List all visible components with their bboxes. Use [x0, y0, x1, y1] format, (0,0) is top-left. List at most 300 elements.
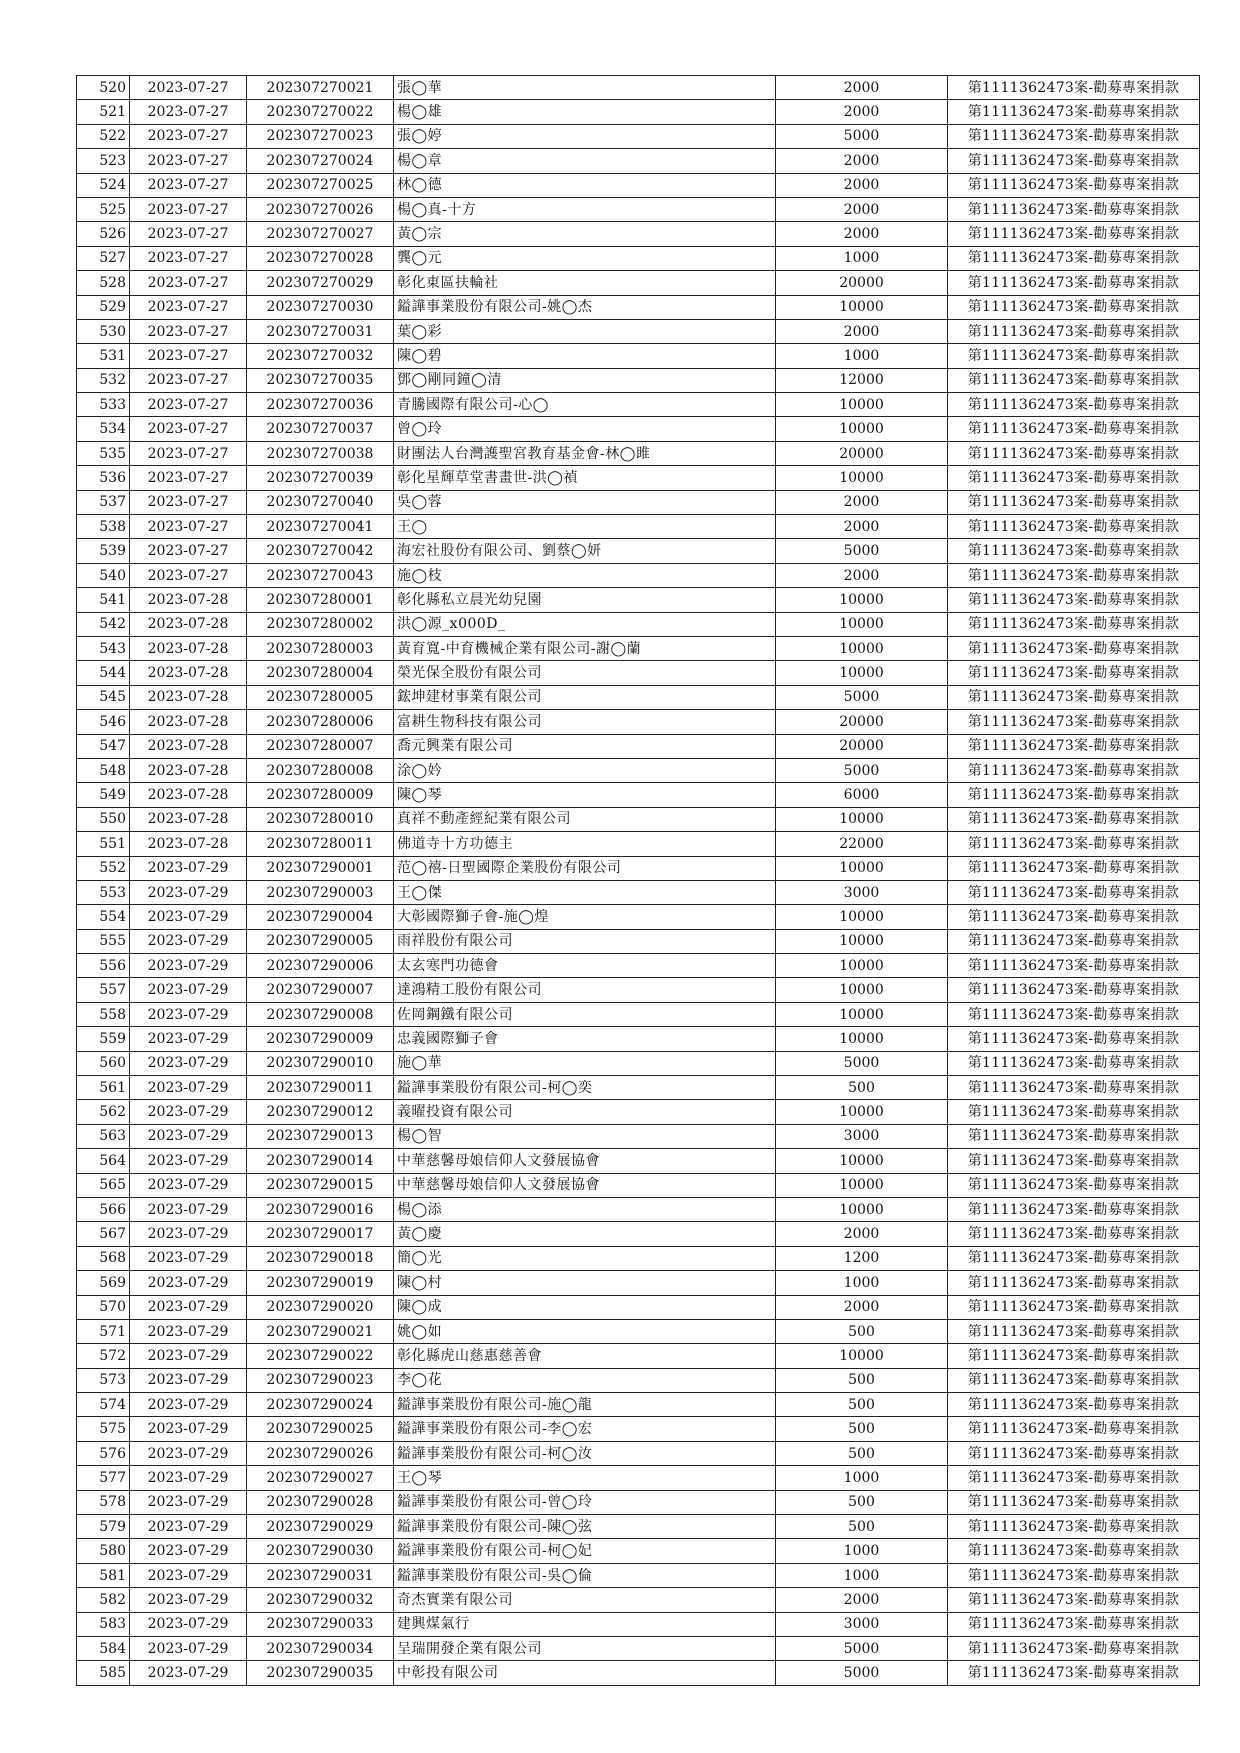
- donation-date: 2023-07-27: [130, 417, 247, 441]
- table-row: [77, 1368, 1200, 1392]
- receipt-number: 202307270022: [247, 100, 394, 124]
- donation-amount: 10000: [776, 393, 948, 417]
- donor-name: 鎰譁事業股份有限公司-姚◯杰: [394, 295, 776, 319]
- donation-note: 第1111362473案-勸募專案捐款: [948, 1027, 1200, 1051]
- donation-date: 2023-07-29: [130, 1661, 247, 1685]
- donor-name: 李◯花: [394, 1368, 776, 1392]
- donor-name: 真祥不動產經紀業有限公司: [394, 807, 776, 831]
- donation-amount: 10000: [776, 929, 948, 953]
- donor-name: 中華慈馨母娘信仰人文發展協會: [394, 1173, 776, 1197]
- donor-name: 佛道寺十方功德主: [394, 832, 776, 856]
- donation-amount: 1000: [776, 1466, 948, 1490]
- donation-date: 2023-07-29: [130, 1466, 247, 1490]
- donation-amount: 10000: [776, 1027, 948, 1051]
- row-number: 557: [77, 978, 130, 1002]
- donation-amount: 2000: [776, 149, 948, 173]
- donor-name: 奇杰實業有限公司: [394, 1588, 776, 1612]
- donor-name: 陳◯琴: [394, 783, 776, 807]
- donation-amount: 10000: [776, 295, 948, 319]
- donation-date: 2023-07-27: [130, 490, 247, 514]
- donation-amount: 1000: [776, 1563, 948, 1587]
- donation-note: 第1111362473案-勸募專案捐款: [948, 807, 1200, 831]
- donation-date: 2023-07-29: [130, 1149, 247, 1173]
- donation-note: 第1111362473案-勸募專案捐款: [948, 954, 1200, 978]
- table-row: [77, 1173, 1200, 1197]
- donor-name: 建興煤氣行: [394, 1612, 776, 1636]
- donation-amount: 20000: [776, 734, 948, 758]
- donor-name: 楊◯智: [394, 1124, 776, 1148]
- donation-date: 2023-07-28: [130, 636, 247, 660]
- donor-name: 彰化縣虎山慈惠慈善會: [394, 1344, 776, 1368]
- table-row: [77, 1588, 1200, 1612]
- receipt-number: 202307280002: [247, 612, 394, 636]
- donation-date: 2023-07-27: [130, 271, 247, 295]
- donor-name: 彰化東區扶輪社: [394, 271, 776, 295]
- donation-amount: 500: [776, 1319, 948, 1343]
- donation-date: 2023-07-29: [130, 1417, 247, 1441]
- donation-amount: 1200: [776, 1246, 948, 1270]
- donation-amount: 3000: [776, 1124, 948, 1148]
- donation-date: 2023-07-27: [130, 539, 247, 563]
- donation-amount: 10000: [776, 1197, 948, 1221]
- row-number: 583: [77, 1612, 130, 1636]
- row-number: 574: [77, 1393, 130, 1417]
- donation-note: 第1111362473案-勸募專案捐款: [948, 1539, 1200, 1563]
- donor-name: 黃◯宗: [394, 222, 776, 246]
- donor-name: 雨祥股份有限公司: [394, 929, 776, 953]
- donor-name: 姚◯如: [394, 1319, 776, 1343]
- donor-name: 義曜投資有限公司: [394, 1100, 776, 1124]
- row-number: 559: [77, 1027, 130, 1051]
- receipt-number: 202307270041: [247, 515, 394, 539]
- table-row: [77, 832, 1200, 856]
- row-number: 546: [77, 710, 130, 734]
- donation-amount: 2000: [776, 1295, 948, 1319]
- donor-name: 財團法人台灣護聖宮教育基金會-林◯雎: [394, 441, 776, 465]
- table-row: [77, 636, 1200, 660]
- donor-name: 楊◯添: [394, 1197, 776, 1221]
- donation-amount: 500: [776, 1441, 948, 1465]
- donation-note: 第1111362473案-勸募專案捐款: [948, 661, 1200, 685]
- donation-amount: 10000: [776, 856, 948, 880]
- donation-amount: 10000: [776, 1344, 948, 1368]
- receipt-number: 202307280011: [247, 832, 394, 856]
- donor-name: 海宏社股份有限公司、劉蔡◯妍: [394, 539, 776, 563]
- donor-name: 達鴻精工股份有限公司: [394, 978, 776, 1002]
- donation-note: 第1111362473案-勸募專案捐款: [948, 1100, 1200, 1124]
- row-number: 568: [77, 1246, 130, 1270]
- donor-name: 喬元興業有限公司: [394, 734, 776, 758]
- table-row: [77, 1295, 1200, 1319]
- table-row: [77, 588, 1200, 612]
- donation-amount: 10000: [776, 1173, 948, 1197]
- donation-note: 第1111362473案-勸募專案捐款: [948, 1051, 1200, 1075]
- receipt-number: 202307280007: [247, 734, 394, 758]
- donation-note: 第1111362473案-勸募專案捐款: [948, 856, 1200, 880]
- donor-name: 鎰譁事業股份有限公司-李◯宏: [394, 1417, 776, 1441]
- donation-note: 第1111362473案-勸募專案捐款: [948, 393, 1200, 417]
- receipt-number: 202307290009: [247, 1027, 394, 1051]
- donation-date: 2023-07-27: [130, 149, 247, 173]
- donation-note: 第1111362473案-勸募專案捐款: [948, 1149, 1200, 1173]
- donation-amount: 2000: [776, 490, 948, 514]
- donation-amount: 10000: [776, 1002, 948, 1026]
- donor-name: 青騰國際有限公司-心◯: [394, 393, 776, 417]
- donation-note: 第1111362473案-勸募專案捐款: [948, 1173, 1200, 1197]
- donation-amount: 1000: [776, 1539, 948, 1563]
- donor-name: 太玄寒門功德會: [394, 954, 776, 978]
- row-number: 550: [77, 807, 130, 831]
- row-number: 526: [77, 222, 130, 246]
- donation-note: 第1111362473案-勸募專案捐款: [948, 905, 1200, 929]
- receipt-number: 202307290006: [247, 954, 394, 978]
- donation-amount: 2000: [776, 173, 948, 197]
- donation-date: 2023-07-27: [130, 515, 247, 539]
- donation-date: 2023-07-29: [130, 1076, 247, 1100]
- donation-note: 第1111362473案-勸募專案捐款: [948, 1124, 1200, 1148]
- donor-name: 張◯婷: [394, 124, 776, 148]
- donation-amount: 2000: [776, 319, 948, 343]
- donation-note: 第1111362473案-勸募專案捐款: [948, 563, 1200, 587]
- receipt-number: 202307290031: [247, 1563, 394, 1587]
- row-number: 584: [77, 1637, 130, 1661]
- table-row: [77, 149, 1200, 173]
- donor-name: 中彰投有限公司: [394, 1661, 776, 1685]
- donor-name: 黃◯慶: [394, 1222, 776, 1246]
- donation-note: 第1111362473案-勸募專案捐款: [948, 710, 1200, 734]
- donation-date: 2023-07-29: [130, 978, 247, 1002]
- donation-date: 2023-07-27: [130, 246, 247, 270]
- donation-amount: 2000: [776, 563, 948, 587]
- receipt-number: 202307270037: [247, 417, 394, 441]
- receipt-number: 202307290025: [247, 1417, 394, 1441]
- donation-amount: 5000: [776, 1051, 948, 1075]
- donation-amount: 2000: [776, 76, 948, 100]
- donation-amount: 10000: [776, 1100, 948, 1124]
- donation-amount: 3000: [776, 880, 948, 904]
- row-number: 535: [77, 441, 130, 465]
- donation-date: 2023-07-27: [130, 368, 247, 392]
- row-number: 536: [77, 466, 130, 490]
- donation-date: 2023-07-27: [130, 124, 247, 148]
- receipt-number: 202307290035: [247, 1661, 394, 1685]
- receipt-number: 202307270021: [247, 76, 394, 100]
- donation-date: 2023-07-29: [130, 1368, 247, 1392]
- row-number: 551: [77, 832, 130, 856]
- donation-date: 2023-07-28: [130, 588, 247, 612]
- donation-note: 第1111362473案-勸募專案捐款: [948, 197, 1200, 221]
- row-number: 576: [77, 1441, 130, 1465]
- donation-amount: 2000: [776, 222, 948, 246]
- donation-amount: 2000: [776, 1222, 948, 1246]
- donation-date: 2023-07-29: [130, 1027, 247, 1051]
- table-row: [77, 880, 1200, 904]
- table-row: [77, 612, 1200, 636]
- donor-name: 鎰譁事業股份有限公司-施◯龍: [394, 1393, 776, 1417]
- donor-name: 鎰譁事業股份有限公司-吳◯倫: [394, 1563, 776, 1587]
- donation-note: 第1111362473案-勸募專案捐款: [948, 1222, 1200, 1246]
- table-row: [77, 1027, 1200, 1051]
- row-number: 545: [77, 685, 130, 709]
- donation-amount: 10000: [776, 636, 948, 660]
- row-number: 528: [77, 271, 130, 295]
- donation-table: [76, 75, 1200, 1686]
- table-row: [77, 807, 1200, 831]
- donation-note: 第1111362473案-勸募專案捐款: [948, 441, 1200, 465]
- table-row: [77, 1515, 1200, 1539]
- receipt-number: 202307270028: [247, 246, 394, 270]
- donation-note: 第1111362473案-勸募專案捐款: [948, 1271, 1200, 1295]
- donation-amount: 2000: [776, 1588, 948, 1612]
- receipt-number: 202307270032: [247, 344, 394, 368]
- receipt-number: 202307290033: [247, 1612, 394, 1636]
- row-number: 558: [77, 1002, 130, 1026]
- donation-note: 第1111362473案-勸募專案捐款: [948, 1344, 1200, 1368]
- table-row: [77, 222, 1200, 246]
- donation-date: 2023-07-29: [130, 954, 247, 978]
- row-number: 565: [77, 1173, 130, 1197]
- donation-date: 2023-07-29: [130, 1173, 247, 1197]
- table-row: [77, 856, 1200, 880]
- donor-name: 鄧◯剛同鐘◯清: [394, 368, 776, 392]
- donor-name: 榮光保全股份有限公司: [394, 661, 776, 685]
- donor-name: 曾◯玲: [394, 417, 776, 441]
- donation-date: 2023-07-29: [130, 1295, 247, 1319]
- receipt-number: 202307270030: [247, 295, 394, 319]
- donation-note: 第1111362473案-勸募專案捐款: [948, 612, 1200, 636]
- table-row: [77, 929, 1200, 953]
- receipt-number: 202307290001: [247, 856, 394, 880]
- donation-amount: 1000: [776, 344, 948, 368]
- donor-name: 彰化星輝草堂書畫世-洪◯禎: [394, 466, 776, 490]
- receipt-number: 202307290029: [247, 1515, 394, 1539]
- donation-date: 2023-07-27: [130, 197, 247, 221]
- row-number: 581: [77, 1563, 130, 1587]
- row-number: 564: [77, 1149, 130, 1173]
- receipt-number: 202307290034: [247, 1637, 394, 1661]
- donation-date: 2023-07-27: [130, 563, 247, 587]
- table-row: [77, 661, 1200, 685]
- donation-date: 2023-07-29: [130, 880, 247, 904]
- donation-amount: 2000: [776, 100, 948, 124]
- donation-amount: 2000: [776, 515, 948, 539]
- donation-note: 第1111362473案-勸募專案捐款: [948, 271, 1200, 295]
- receipt-number: 202307280005: [247, 685, 394, 709]
- row-number: 539: [77, 539, 130, 563]
- table-row: [77, 1344, 1200, 1368]
- row-number: 527: [77, 246, 130, 270]
- table-row: [77, 685, 1200, 709]
- donation-amount: 10000: [776, 807, 948, 831]
- donation-amount: 12000: [776, 368, 948, 392]
- table-row: [77, 1563, 1200, 1587]
- donation-amount: 5000: [776, 685, 948, 709]
- donor-name: 鎰譁事業股份有限公司-柯◯妃: [394, 1539, 776, 1563]
- donor-name: 楊◯真-十方: [394, 197, 776, 221]
- donation-note: 第1111362473案-勸募專案捐款: [948, 685, 1200, 709]
- table-row: [77, 734, 1200, 758]
- donation-date: 2023-07-27: [130, 319, 247, 343]
- donation-date: 2023-07-28: [130, 783, 247, 807]
- donation-note: 第1111362473案-勸募專案捐款: [948, 1319, 1200, 1343]
- row-number: 544: [77, 661, 130, 685]
- donation-date: 2023-07-29: [130, 1490, 247, 1514]
- donor-name: 忠義國際獅子會: [394, 1027, 776, 1051]
- table-row: [77, 393, 1200, 417]
- receipt-number: 202307270042: [247, 539, 394, 563]
- receipt-number: 202307290010: [247, 1051, 394, 1075]
- receipt-number: 202307280010: [247, 807, 394, 831]
- table-row: [77, 1197, 1200, 1221]
- donation-date: 2023-07-28: [130, 685, 247, 709]
- donor-name: 黃育寬-中育機械企業有限公司-謝◯蘭: [394, 636, 776, 660]
- receipt-number: 202307290019: [247, 1271, 394, 1295]
- table-row: [77, 1393, 1200, 1417]
- donation-note: 第1111362473案-勸募專案捐款: [948, 319, 1200, 343]
- donation-note: 第1111362473案-勸募專案捐款: [948, 1393, 1200, 1417]
- donation-note: 第1111362473案-勸募專案捐款: [948, 1295, 1200, 1319]
- donor-name: 洪◯源_x000D_: [394, 612, 776, 636]
- donation-date: 2023-07-29: [130, 929, 247, 953]
- donation-date: 2023-07-28: [130, 612, 247, 636]
- table-row: [77, 783, 1200, 807]
- row-number: 538: [77, 515, 130, 539]
- receipt-number: 202307270038: [247, 441, 394, 465]
- donation-date: 2023-07-29: [130, 1515, 247, 1539]
- donation-note: 第1111362473案-勸募專案捐款: [948, 490, 1200, 514]
- donation-amount: 10000: [776, 466, 948, 490]
- row-number: 569: [77, 1271, 130, 1295]
- row-number: 570: [77, 1295, 130, 1319]
- receipt-number: 202307270035: [247, 368, 394, 392]
- table-row: [77, 1051, 1200, 1075]
- donation-amount: 10000: [776, 417, 948, 441]
- donation-note: 第1111362473案-勸募專案捐款: [948, 1441, 1200, 1465]
- receipt-number: 202307290007: [247, 978, 394, 1002]
- row-number: 575: [77, 1417, 130, 1441]
- donation-note: 第1111362473案-勸募專案捐款: [948, 1466, 1200, 1490]
- donor-name: 林◯德: [394, 173, 776, 197]
- donor-name: 鎰譁事業股份有限公司-柯◯汝: [394, 1441, 776, 1465]
- donor-name: 范◯禧-日聖國際企業股份有限公司: [394, 856, 776, 880]
- table-row: [77, 1637, 1200, 1661]
- donor-name: 鎰譁事業股份有限公司-曾◯玲: [394, 1490, 776, 1514]
- donor-name: 陳◯碧: [394, 344, 776, 368]
- donation-date: 2023-07-29: [130, 1246, 247, 1270]
- donor-name: 簡◯光: [394, 1246, 776, 1270]
- donation-note: 第1111362473案-勸募專案捐款: [948, 539, 1200, 563]
- table-row: [77, 246, 1200, 270]
- row-number: 522: [77, 124, 130, 148]
- table-row: [77, 1441, 1200, 1465]
- donation-note: 第1111362473案-勸募專案捐款: [948, 636, 1200, 660]
- receipt-number: 202307280003: [247, 636, 394, 660]
- table-row: [77, 758, 1200, 782]
- donation-amount: 22000: [776, 832, 948, 856]
- table-row: [77, 490, 1200, 514]
- receipt-number: 202307290016: [247, 1197, 394, 1221]
- row-number: 543: [77, 636, 130, 660]
- donation-amount: 6000: [776, 783, 948, 807]
- donation-amount: 20000: [776, 271, 948, 295]
- donation-amount: 1000: [776, 1271, 948, 1295]
- donation-amount: 5000: [776, 539, 948, 563]
- table-row: [77, 515, 1200, 539]
- row-number: 582: [77, 1588, 130, 1612]
- donor-name: 涂◯妗: [394, 758, 776, 782]
- donation-note: 第1111362473案-勸募專案捐款: [948, 783, 1200, 807]
- donation-note: 第1111362473案-勸募專案捐款: [948, 1637, 1200, 1661]
- donation-amount: 500: [776, 1393, 948, 1417]
- donation-note: 第1111362473案-勸募專案捐款: [948, 1612, 1200, 1636]
- table-row: [77, 76, 1200, 100]
- row-number: 555: [77, 929, 130, 953]
- donation-amount: 10000: [776, 905, 948, 929]
- row-number: 561: [77, 1076, 130, 1100]
- table-row: [77, 1222, 1200, 1246]
- receipt-number: 202307290013: [247, 1124, 394, 1148]
- donation-date: 2023-07-27: [130, 100, 247, 124]
- donation-date: 2023-07-29: [130, 1100, 247, 1124]
- table-row: [77, 319, 1200, 343]
- row-number: 532: [77, 368, 130, 392]
- donation-date: 2023-07-29: [130, 1124, 247, 1148]
- donor-name: 楊◯章: [394, 149, 776, 173]
- row-number: 540: [77, 563, 130, 587]
- table-row: [77, 344, 1200, 368]
- receipt-number: 202307290008: [247, 1002, 394, 1026]
- row-number: 553: [77, 880, 130, 904]
- donor-name: 中華慈馨母娘信仰人文發展協會: [394, 1149, 776, 1173]
- donation-date: 2023-07-29: [130, 1637, 247, 1661]
- donation-date: 2023-07-29: [130, 1344, 247, 1368]
- donation-date: 2023-07-27: [130, 295, 247, 319]
- table-row: [77, 905, 1200, 929]
- table-row: [77, 466, 1200, 490]
- receipt-number: 202307290005: [247, 929, 394, 953]
- table-row: [77, 954, 1200, 978]
- donation-date: 2023-07-29: [130, 1271, 247, 1295]
- receipt-number: 202307280008: [247, 758, 394, 782]
- donation-date: 2023-07-29: [130, 905, 247, 929]
- row-number: 563: [77, 1124, 130, 1148]
- receipt-number: 202307290014: [247, 1149, 394, 1173]
- row-number: 580: [77, 1539, 130, 1563]
- receipt-number: 202307290011: [247, 1076, 394, 1100]
- row-number: 533: [77, 393, 130, 417]
- donation-date: 2023-07-27: [130, 173, 247, 197]
- table-row: [77, 1466, 1200, 1490]
- donation-date: 2023-07-28: [130, 734, 247, 758]
- row-number: 552: [77, 856, 130, 880]
- receipt-number: 202307270036: [247, 393, 394, 417]
- donor-name: 鋐坤建材事業有限公司: [394, 685, 776, 709]
- donation-date: 2023-07-28: [130, 832, 247, 856]
- row-number: 521: [77, 100, 130, 124]
- donation-note: 第1111362473案-勸募專案捐款: [948, 1368, 1200, 1392]
- donation-note: 第1111362473案-勸募專案捐款: [948, 1076, 1200, 1100]
- donor-name: 王◯: [394, 515, 776, 539]
- donation-note: 第1111362473案-勸募專案捐款: [948, 588, 1200, 612]
- row-number: 541: [77, 588, 130, 612]
- donation-date: 2023-07-29: [130, 856, 247, 880]
- row-number: 560: [77, 1051, 130, 1075]
- receipt-number: 202307290032: [247, 1588, 394, 1612]
- donor-name: 鎰譁事業股份有限公司-陳◯弦: [394, 1515, 776, 1539]
- donation-note: 第1111362473案-勸募專案捐款: [948, 1002, 1200, 1026]
- row-number: 573: [77, 1368, 130, 1392]
- donation-amount: 10000: [776, 588, 948, 612]
